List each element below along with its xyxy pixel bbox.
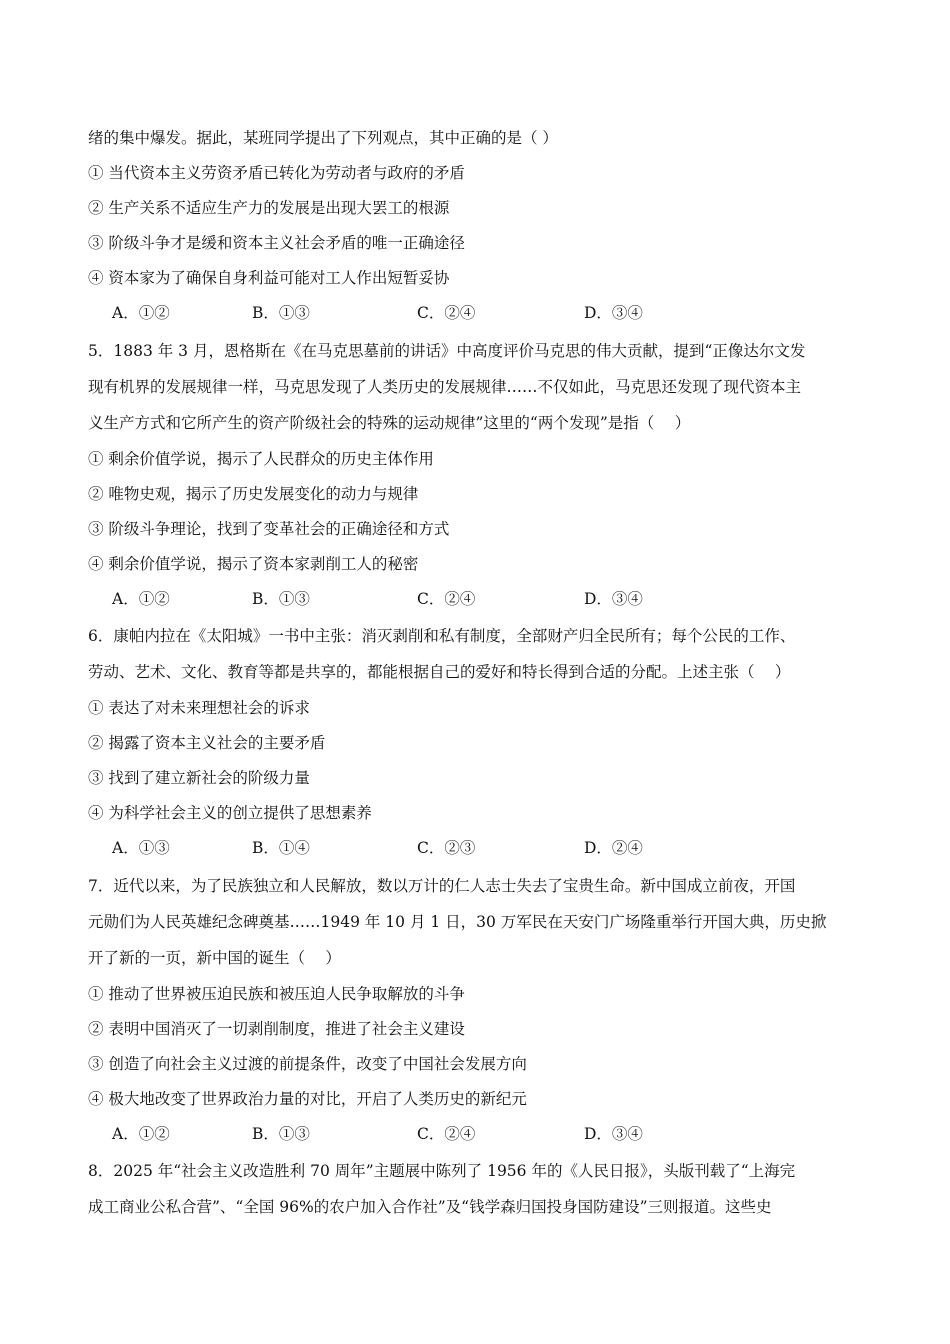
q4-option-b[interactable]: B．①③ (252, 304, 310, 322)
q7-item-2: ② 表明中国消灭了一切剥削制度，推进了社会主义建设 (88, 1020, 465, 1038)
q8-stem-line-2: 成工商业公私合营”、“全国 96%的农户加入合作社”及“钱学森归国投身国防建设”三则报道。这些史 (88, 1198, 772, 1216)
q5-stem-line-1: 5．1883 年 3 月，恩格斯在《在马克思墓前的讲话》中高度评价马克思的伟大贡献，提到“正像达尔文发 (88, 342, 806, 360)
q8-stem-line-1: 8．2025 年“社会主义改造胜利 70 周年”主题展中陈列了 1956 年的《人民日报》，头版刊载了“上海完 (88, 1162, 796, 1180)
q7-stem-line-2: 元勋们为人民英雄纪念碑奠基……1949 年 10 月 1 日，30 万军民在天安门广场隆重举行开国大典，历史掀 (88, 913, 827, 931)
q4-option-d[interactable]: D．③④ (584, 304, 643, 322)
q5-option-b[interactable]: B．①③ (252, 590, 310, 608)
q7-item-3: ③ 创造了向社会主义过渡的前提条件，改变了中国社会发展方向 (88, 1055, 527, 1073)
q5-option-d[interactable]: D．③④ (584, 590, 643, 608)
q4-stem-end: 绪的集中爆发。据此，某班同学提出了下列观点，其中正确的是（ ） (88, 129, 558, 147)
q7-item-1: ① 推动了世界被压迫民族和被压迫人民争取解放的斗争 (88, 985, 465, 1003)
q5-stem-line-2: 现有机界的发展规律一样，马克思发现了人类历史的发展规律……不仅如此，马克思还发现了现代资本主 (88, 378, 802, 396)
q7-option-c[interactable]: C．②④ (417, 1125, 476, 1143)
q6-stem-line-2: 劳动、艺术、文化、教育等都是共享的，都能根据自己的爱好和特长得到合适的分配。上述主张（ ） (88, 663, 791, 681)
q7-stem-line-1: 7．近代以来，为了民族独立和人民解放，数以万计的仁人志士失去了宝贵生命。新中国成立前夜，开国 (88, 877, 796, 895)
q7-stem-line-3: 开了新的一页，新中国的诞生（ ） (88, 949, 341, 967)
q5-item-4: ④ 剩余价值学说，揭示了资本家剥削工人的秘密 (88, 555, 419, 573)
q6-item-3: ③ 找到了建立新社会的阶级力量 (88, 769, 310, 787)
q5-option-c[interactable]: C．②④ (417, 590, 476, 608)
q7-option-a[interactable]: A．①② (112, 1125, 170, 1143)
q7-item-4: ④ 极大地改变了世界政治力量的对比，开启了人类历史的新纪元 (88, 1090, 527, 1108)
q4-option-c[interactable]: C．②④ (417, 304, 476, 322)
q5-stem-line-3: 义生产方式和它所产生的资产阶级社会的特殊的运动规律”这里的“两个发现”是指（ ） (88, 414, 691, 432)
q5-option-a[interactable]: A．①② (112, 590, 170, 608)
q6-option-d[interactable]: D．②④ (584, 839, 643, 857)
q6-item-1: ① 表达了对未来理想社会的诉求 (88, 699, 310, 717)
q4-option-a[interactable]: A．①② (112, 304, 170, 322)
q7-option-b[interactable]: B．①③ (252, 1125, 310, 1143)
q4-item-2: ② 生产关系不适应生产力的发展是出现大罢工的根源 (88, 199, 450, 217)
q4-item-4: ④ 资本家为了确保自身利益可能对工人作出短暂妥协 (88, 269, 450, 287)
q6-option-b[interactable]: B．①④ (252, 839, 310, 857)
q6-item-4: ④ 为科学社会主义的创立提供了思想素养 (88, 804, 372, 822)
q6-stem-line-1: 6．康帕内拉在《太阳城》一书中主张：消灭剥削和私有制度，全部财产归全民所有；每个公民的工作、 (88, 627, 796, 645)
q5-item-2: ② 唯物史观，揭示了历史发展变化的动力与规律 (88, 485, 419, 503)
q5-item-3: ③ 阶级斗争理论，找到了变革社会的正确途径和方式 (88, 520, 450, 538)
q6-option-a[interactable]: A．①③ (112, 839, 170, 857)
q6-option-c[interactable]: C．②③ (417, 839, 476, 857)
q5-item-1: ① 剩余价值学说，揭示了人民群众的历史主体作用 (88, 450, 434, 468)
q4-item-3: ③ 阶级斗争才是缓和资本主义社会矛盾的唯一正确途径 (88, 234, 465, 252)
q7-option-d[interactable]: D．③④ (584, 1125, 643, 1143)
q4-item-1: ① 当代资本主义劳资矛盾已转化为劳动者与政府的矛盾 (88, 164, 465, 182)
q6-item-2: ② 揭露了资本主义社会的主要矛盾 (88, 734, 326, 752)
